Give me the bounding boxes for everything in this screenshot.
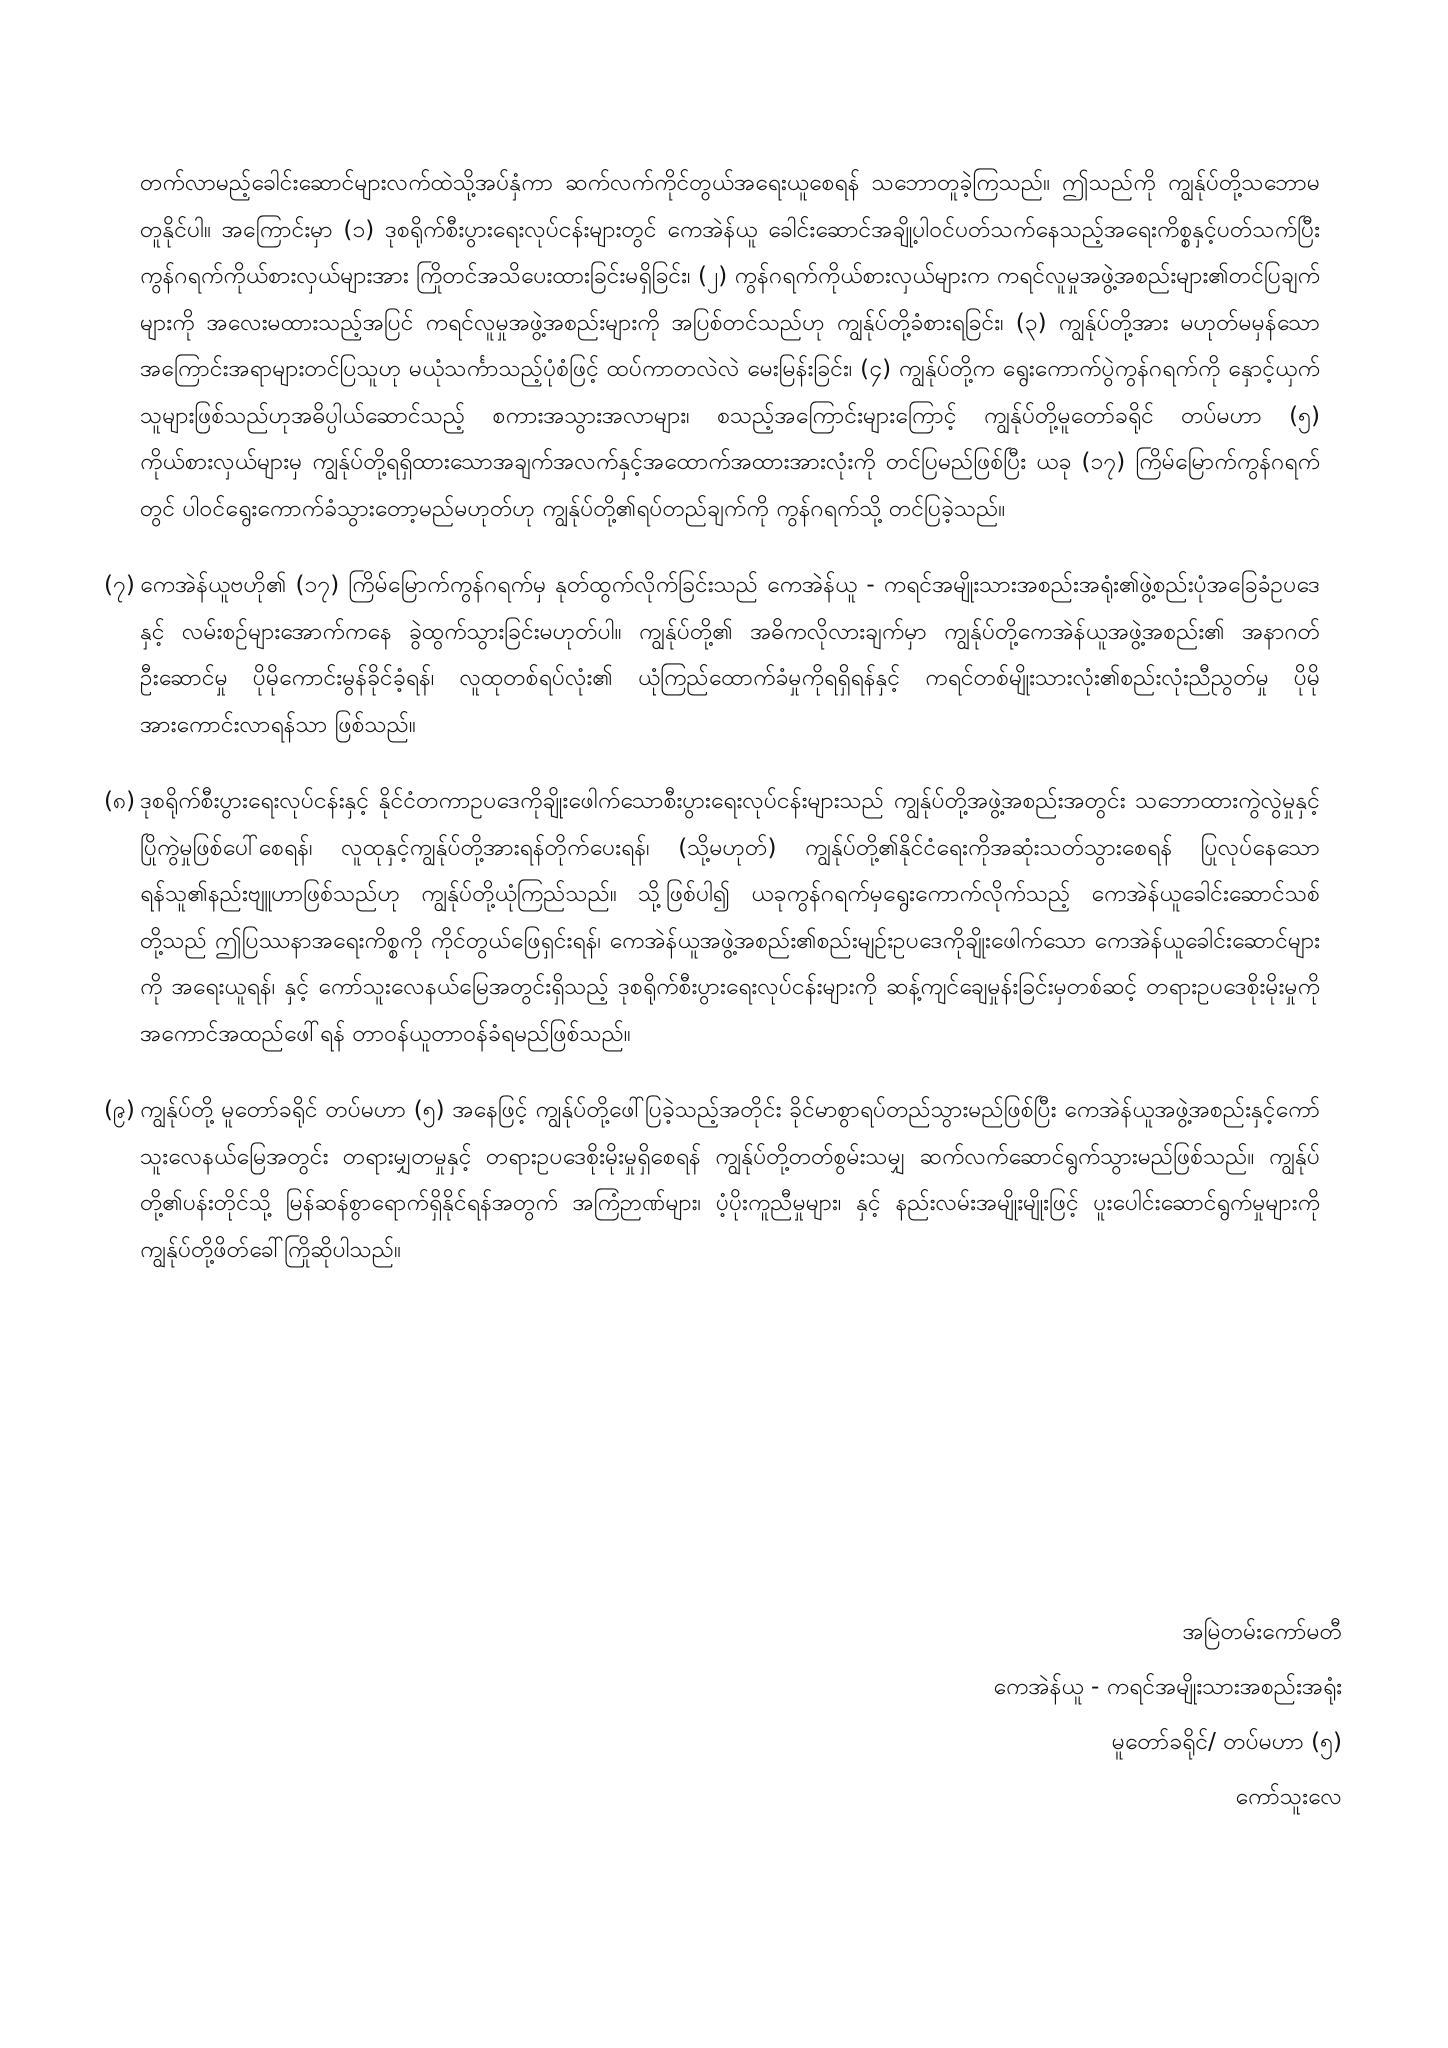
signature-place: ကော်သူးလေ [1235, 1784, 1342, 1810]
paragraph-number: (၈) [104, 788, 136, 814]
paragraph-continuation [140, 160, 1320, 532]
signature-block [993, 1605, 1342, 1825]
paragraph-number: (၇) [104, 572, 135, 598]
document-body [104, 160, 1320, 1303]
signature-organization: ကေအဲန်ယူ - ကရင်အမျိုးသားအစည်းအရုံး [993, 1674, 1342, 1700]
paragraph-number: (၉) [104, 1097, 135, 1123]
paragraph-9 [104, 1087, 1320, 1273]
paragraph-text: ဒုစရိုက်စီးပွားရေးလုပ်ငန်းနှင့် နိုင်ငံတကာဥပဒေကိုချိုးဖေါက်သောစီးပွားရေးလုပ်ငန်းများသည် ကျွန်ုပ်တို့အဖွဲ့အစည်းအတွင်း သဘောထားကွဲလွဲမှုနှင့်ပြိုကွဲမှုဖြစ်ပေါ်စေရန်၊ လူထုနှင့်ကျွန်ုပ်တို့အားရန်တိုက်ပေးရန်၊ (သို့မဟုတ်) ကျွန်ုပ်တို့၏နိုင်ငံရေးကိုအဆုံးသတ်သွားစေရန် ပြုလုပ်နေသောရန်သူ၏နည်းဗျူဟာဖြစ်သည်ဟု ကျွန်ုပ်တို့ယုံကြည်သည်။ သို့ဖြစ်ပါ၍ ယခုကွန်ဂရက်မှရွေးကောက်လိုက်သည့် ကေအဲန်ယူခေါင်းဆောင်သစ်တို့သည် ဤပြဿနာအရေးကိစ္စကို ကိုင်တွယ်ဖြေရှင်းရန်၊ ကေအဲန်ယူအဖွဲ့အစည်း၏စည်းမျဉ်းဥပဒေကိုချိုးဖေါက်သော ကေအဲန်ယူခေါင်းဆောင်များကို အရေးယူရန်၊ နှင့် ကော်သူးလေနယ်မြေအတွင်းရှိသည့် ဒုစရိုက်စီးပွားရေးလုပ်ငန်းများကို ဆန့်ကျင်ချေမှုန်းခြင်းမှတစ်ဆင့် တရားဥပဒေစိုးမိုးမှုကို အကောင်အထည်ဖေါ်ရန် တာဝန်ယူတာဝန်ခံရမည်ဖြစ်သည်။ [140, 788, 1320, 1047]
paragraph-7 [104, 562, 1320, 748]
signature-committee: အမြဲတမ်းကော်မတီ [1182, 1619, 1342, 1645]
paragraph-text: တက်လာမည့်ခေါင်းဆောင်များလက်ထဲသို့အပ်နှံကာ ဆက်လက်ကိုင်တွယ်အရေးယူစေရန် သဘောတူခဲ့ကြသည်။ ဤသည်ကို ကျွန်ုပ်တို့သဘောမတူနိုင်ပါ။ အကြောင်းမှာ (၁) ဒုစရိုက်စီးပွားရေးလုပ်ငန်းများတွင် ကေအဲန်ယူ ခေါင်းဆောင်အချို့ပါဝင်ပတ်သက်နေသည့်အရေးကိစ္စနှင့်ပတ်သက်ပြီး ကွန်ဂရက်ကိုယ်စားလှယ်များအား ကြိုတင်အသိပေးထားခြင်းမရှိခြင်း၊ (၂) ကွန်ဂရက်ကိုယ်စားလှယ်များက ကရင်လူမှုအဖွဲ့အစည်းများ၏တင်ပြချက်များကို အလေးမထားသည့်အပြင် ကရင်လူမှုအဖွဲ့အစည်းများကို အပြစ်တင်သည်ဟု ကျွန်ုပ်တို့ခံစားရခြင်း၊ (၃) ကျွန်ုပ်တို့အား မဟုတ်မမှန်သောအကြောင်းအရာများတင်ပြသူဟု မယုံသင်္ကာသည့်ပုံစံဖြင့် ထပ်ကာတလဲလဲ မေးမြန်းခြင်း၊ (၄) ကျွန်ုပ်တို့က ရွေးကောက်ပွဲကွန်ဂရက်ကို နှောင့်ယှက်သူများဖြစ်သည်ဟုအဓိပ္ပါယ်ဆောင်သည့် စကားအသွားအလာများ၊ စသည့်အကြောင်းများကြောင့် ကျွန်ုပ်တို့မူတော်ခရိုင် တပ်မဟာ (၅) ကိုယ်စားလှယ်များမှ ကျွန်ုပ်တို့ရရှိထားသောအချက်အလက်နှင့်အထောက်အထားအားလုံးကို တင်ပြမည်ဖြစ်ပြီး ယခု (၁၇) ကြိမ်မြောက်ကွန်ဂရက်တွင် ပါဝင်ရွေးကောက်ခံသွားတော့မည်မဟုတ်ဟု ကျွန်ုပ်တို့၏ရပ်တည်ချက်ကို ကွန်ဂရက်သို့ တင်ပြခဲ့သည်။ [140, 170, 1320, 522]
signature-district: မူတော်ခရိုင်/ တပ်မဟာ (၅) [1111, 1729, 1342, 1755]
paragraph-text: ကေအဲန်ယူဗဟို၏ (၁၇) ကြိမ်မြောက်ကွန်ဂရက်မှ နုတ်ထွက်လိုက်ခြင်းသည် ကေအဲန်ယူ - ကရင်အမျိုးသားအစည်းအရုံး၏ဖွဲ့စည်းပုံအခြေခံဥပဒေနှင့် လမ်းစဉ်များအောက်ကနေ ခွဲထွက်သွားခြင်းမဟုတ်ပါ။ ကျွန်ုပ်တို့၏ အဓိကလိုလားချက်မှာ ကျွန်ုပ်တို့ကေအဲန်ယူအဖွဲ့အစည်း၏ အနာဂတ်ဦးဆောင်မှု ပိုမိုကောင်းမွန်ခိုင်ခံ့ရန်၊ လူထုတစ်ရပ်လုံး၏ ယုံကြည်ထောက်ခံမှုကိုရရှိရန်နှင့် ကရင်တစ်မျိုးသားလုံး၏စည်းလုံးညီညွတ်မှု ပိုမိုအားကောင်းလာရန်သာ ဖြစ်သည်။ [140, 572, 1320, 738]
paragraph-text: ကျွန်ုပ်တို့ မူတော်ခရိုင် တပ်မဟာ (၅) အနေဖြင့် ကျွန်ုပ်တို့ဖေါ်ပြခဲ့သည့်အတိုင်း ခိုင်မာစွာရပ်တည်သွားမည်ဖြစ်ပြီး ကေအဲန်ယူအဖွဲ့အစည်းနှင့်ကော်သူးလေနယ်မြေအတွင်း တရားမျှတမှုနှင့် တရားဥပဒေစိုးမိုးမှုရှိစေရန် ကျွန်ုပ်တို့တတ်စွမ်းသမျှ ဆက်လက်ဆောင်ရွက်သွားမည်ဖြစ်သည်။ ကျွန်ုပ်တို့၏ပန်းတိုင်သို့ မြန်ဆန်စွာရောက်ရှိနိုင်ရန်အတွက် အကြံဉာဏ်များ၊ ပံ့ပိုးကူညီမှုများ၊ နှင့် နည်းလမ်းအမျိုးမျိုးဖြင့် ပူးပေါင်းဆောင်ရွက်မှုများကို ကျွန်ုပ်တို့ဖိတ်ခေါ်ကြိုဆိုပါသည်။ [140, 1097, 1320, 1263]
paragraph-8 [104, 778, 1320, 1057]
